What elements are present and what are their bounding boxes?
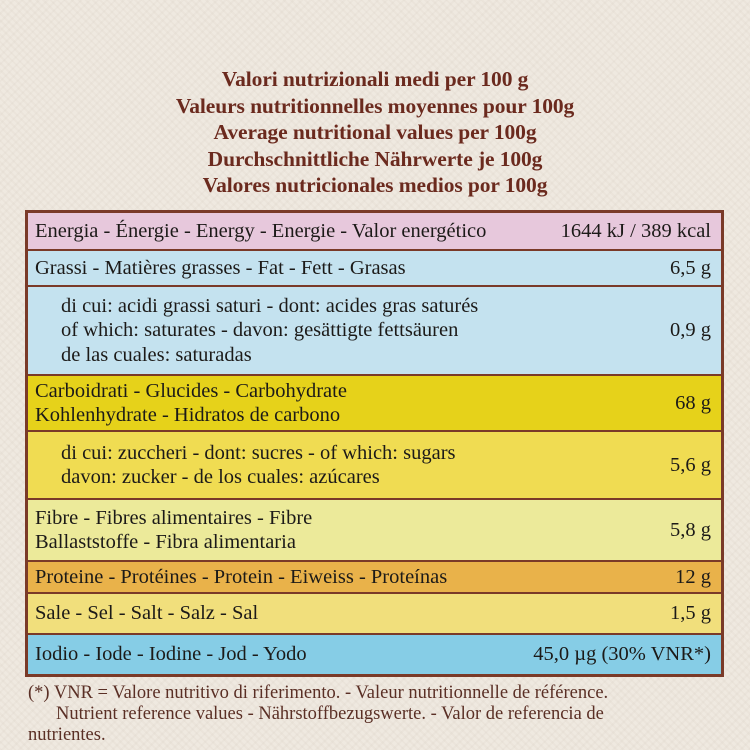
row-value: 5,8 g (670, 518, 711, 541)
row-label-line: Sale - Sel - Salt - Salz - Sal (35, 602, 259, 625)
row-value: 45,0 µg (30% VNR*) (533, 643, 711, 666)
row-label-line: of which: saturates - davon: gesättigte fettsäuren (61, 319, 459, 342)
row-carbohydrate (28, 376, 721, 432)
row-label (35, 379, 347, 428)
row-label (35, 601, 258, 626)
row-label-line: di cui: acidi grassi saturi - dont: acides gras saturés (61, 294, 479, 317)
row-salt (28, 594, 721, 635)
footnote (28, 683, 728, 746)
row-sugars (28, 432, 721, 500)
row-value: 0,9 g (670, 319, 711, 342)
row-fat (28, 251, 721, 287)
row-protein (28, 562, 721, 594)
row-value: 1,5 g (670, 602, 711, 625)
row-label-line: de las cuales: saturadas (61, 343, 252, 366)
row-value: 68 g (675, 391, 711, 414)
row-label-line: Iodio - Iode - Iodine - Jod - Yodo (35, 643, 307, 666)
row-label-line: Ballaststoffe - Fibra alimentaria (35, 531, 296, 553)
row-label (35, 256, 406, 281)
footnote-line: (*) VNR = Valore nutritivo di riferimento. - Valeur nutritionnelle de référence. (28, 683, 609, 703)
row-label (35, 506, 312, 555)
row-value: 5,6 g (670, 453, 711, 476)
row-label (35, 219, 486, 244)
nutrition-table (25, 210, 724, 677)
table-title (0, 66, 750, 199)
row-label-line: Grassi - Matières grasses - Fat - Fett - Grasas (35, 256, 406, 279)
title-line-it: Valori nutrizionali medi per 100 g (221, 67, 529, 91)
title-line-en: Average nutritional values per 100g (213, 120, 537, 144)
row-label (35, 642, 307, 667)
title-line-es: Valores nutricionales medios por 100g (202, 173, 548, 197)
title-line-de: Durchschnittliche Nährwerte je 100g (207, 146, 543, 171)
title-line-fr: Valeurs nutritionnelles moyennes pour 100g (175, 93, 575, 118)
row-saturates (28, 287, 721, 376)
row-energy (28, 213, 721, 251)
row-fibre (28, 500, 721, 562)
row-label-line: Carboidrati - Glucides - Carbohydrate (35, 379, 347, 402)
row-label (35, 565, 447, 590)
row-label-line: di cui: zuccheri - dont: sucres - of which: sugars (61, 441, 456, 464)
row-label-line: Energia - Énergie - Energy - Energie - Valor energético (35, 219, 487, 242)
row-label-line: Proteine - Protéines - Protein - Eiweiss - Proteínas (35, 565, 448, 588)
row-label-line: Kohlenhydrate - Hidratos de carbono (35, 404, 341, 426)
row-label-line: Fibre - Fibres alimentaires - Fibre (35, 506, 313, 529)
row-value: 12 g (675, 565, 711, 588)
row-label (35, 441, 456, 490)
row-label-line: davon: zucker - de los cuales: azúcares (61, 466, 380, 488)
row-value: 1644 kJ / 389 kcal (560, 219, 711, 242)
row-label (35, 294, 478, 368)
row-value: 6,5 g (670, 256, 711, 279)
row-iodine (28, 635, 721, 674)
footnote-line: Nutrient reference values - Nährstoffbezugswerte. - Valor de referencia de (56, 704, 604, 724)
footnote-line: nutrientes. (28, 725, 106, 745)
